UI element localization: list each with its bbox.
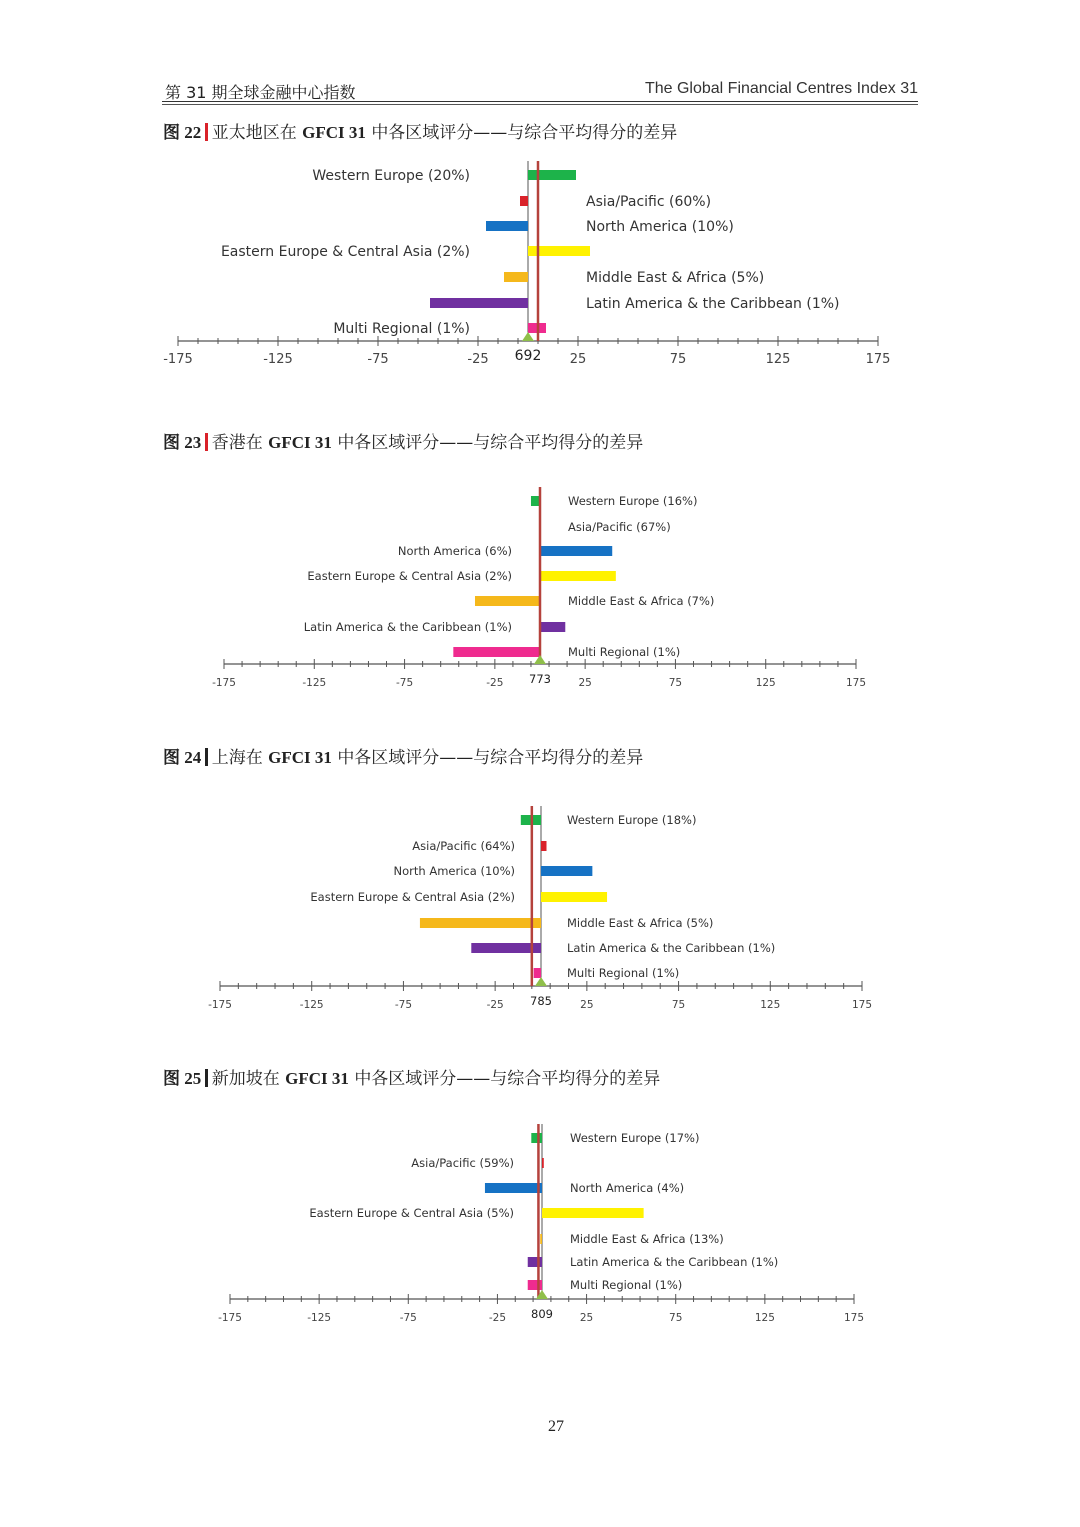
x-tick-label: -125 [263, 352, 293, 367]
category-label: Asia/Pacific (67%) [568, 520, 671, 535]
x-tick-label: -25 [486, 999, 504, 1011]
bar-middle-east-africa [540, 1234, 542, 1244]
zero-marker [535, 977, 547, 986]
chart-figure-24 [0, 798, 1080, 1028]
header-report-title-en: The Global Financial Centres Index 31 [644, 80, 918, 97]
x-tick-label: 175 [865, 352, 891, 367]
category-label: North America (10%) [393, 864, 515, 879]
x-tick-label: 75 [669, 1312, 683, 1324]
category-label: Eastern Europe & Central Asia (2%) [220, 243, 470, 260]
x-tick-label: -25 [488, 1312, 507, 1324]
figure-number: 图 22 [163, 123, 202, 142]
x-tick-label: -175 [163, 352, 193, 367]
category-label: North America (4%) [570, 1181, 685, 1196]
page-number: 27 [548, 1418, 564, 1435]
category-label: Eastern Europe & Central Asia (2%) [310, 890, 515, 905]
figure-suffix: 中各区域评分——与综合平均得分的差异 [354, 1069, 661, 1089]
x-tick-label: 175 [851, 999, 873, 1011]
x-tick-label: -75 [395, 677, 414, 689]
x-tick-label: 25 [579, 1312, 594, 1324]
bar-eastern-europe-central-asia [541, 892, 607, 902]
bar-latin-america-the-caribbean [528, 1257, 542, 1267]
figure-index-name: GFCI 31 [302, 123, 366, 142]
x-tick-label: 25 [569, 352, 587, 367]
category-label: Multi Regional (1%) [333, 320, 470, 337]
figure-title-23 [163, 428, 643, 453]
figure-number: 图 23 [163, 433, 202, 452]
category-label: Asia/Pacific (59%) [411, 1156, 514, 1171]
figure-city: 亚太地区在 [211, 123, 297, 143]
zero-marker [522, 332, 534, 341]
x-tick-label: -75 [394, 999, 413, 1011]
bar-multi-regional [534, 968, 541, 978]
bar-latin-america-the-caribbean [471, 943, 541, 953]
figure-city: 香港在 [211, 433, 263, 453]
category-label: Middle East & Africa (13%) [570, 1232, 724, 1247]
figure-index-name: GFCI 31 [268, 748, 332, 767]
figure-index-name: GFCI 31 [285, 1069, 349, 1088]
chart-figure-23 [0, 478, 1080, 708]
x-tick-label: -175 [212, 677, 236, 689]
category-label: Latin America & the Caribbean (1%) [303, 620, 512, 635]
figure-number: 图 24 [163, 748, 202, 767]
category-label: Western Europe (18%) [567, 813, 697, 828]
figure-index-name: GFCI 31 [268, 433, 332, 452]
x-tick-label: -75 [399, 1312, 417, 1324]
x-tick-label: 75 [671, 999, 686, 1011]
title-divider [205, 1069, 208, 1087]
bar-western-europe [531, 496, 540, 506]
bar-eastern-europe-central-asia [540, 571, 616, 581]
x-tick-label: 25 [580, 999, 594, 1011]
bar-multi-regional [453, 647, 540, 657]
figure-title-24 [163, 743, 643, 768]
figure-city: 上海在 [211, 748, 263, 768]
x-tick-label: 125 [765, 352, 791, 367]
x-tick-label: -125 [302, 677, 327, 689]
bar-asia-pacific [541, 841, 547, 851]
x-tick-label: -25 [467, 352, 489, 367]
category-label: Asia/Pacific (60%) [586, 193, 712, 210]
bar-middle-east-africa [420, 918, 541, 928]
category-label: Latin America & the Caribbean (1%) [586, 295, 840, 312]
average-score-label: 773 [529, 672, 551, 686]
x-tick-label: 75 [668, 677, 683, 689]
bar-middle-east-africa [504, 272, 528, 282]
bar-western-europe [531, 1133, 542, 1143]
x-tick-label: -125 [299, 999, 324, 1011]
category-label: Middle East & Africa (5%) [567, 916, 714, 931]
bar-asia-pacific [542, 1158, 544, 1168]
category-label: Western Europe (17%) [570, 1131, 700, 1146]
x-tick-label: 25 [578, 677, 592, 689]
category-label: Middle East & Africa (7%) [568, 594, 715, 609]
chart-figure-25 [0, 1118, 1080, 1348]
figure-city: 新加坡在 [211, 1069, 280, 1089]
chart-figure-22 [0, 150, 1080, 390]
x-tick-label: 125 [754, 1312, 775, 1324]
header-rule [162, 101, 918, 102]
bar-western-europe [528, 170, 576, 180]
title-divider [205, 433, 208, 451]
x-tick-label: -25 [486, 677, 504, 689]
category-label: Multi Regional (1%) [568, 645, 681, 660]
category-label: Western Europe (20%) [312, 167, 470, 184]
x-tick-label: 125 [755, 677, 776, 689]
bar-north-america [540, 546, 612, 556]
title-divider [205, 123, 208, 141]
title-divider [205, 748, 208, 766]
average-score-label: 692 [514, 348, 542, 364]
category-label: Middle East & Africa (5%) [586, 269, 765, 286]
average-score-label: 809 [531, 1307, 553, 1321]
bar-multi-regional [528, 1280, 542, 1290]
category-label: North America (6%) [397, 544, 512, 559]
category-label: Eastern Europe & Central Asia (2%) [307, 569, 512, 584]
figure-suffix: 中各区域评分——与综合平均得分的差异 [337, 748, 644, 768]
category-label: North America (10%) [586, 218, 734, 235]
category-label: Latin America & the Caribbean (1%) [570, 1255, 779, 1270]
figure-number: 图 25 [163, 1069, 202, 1088]
x-tick-label: 175 [845, 677, 867, 689]
x-tick-label: -175 [208, 999, 232, 1011]
bar-north-america [486, 221, 528, 231]
category-label: Latin America & the Caribbean (1%) [567, 941, 776, 956]
bar-north-america [485, 1183, 542, 1193]
bar-latin-america-the-caribbean [430, 298, 528, 308]
figure-title-25 [163, 1064, 660, 1089]
x-tick-label: -75 [367, 352, 389, 367]
figure-title-22 [163, 118, 677, 143]
category-label: Asia/Pacific (64%) [412, 839, 515, 854]
x-tick-label: -125 [307, 1312, 332, 1324]
figure-suffix: 中各区域评分——与综合平均得分的差异 [371, 123, 678, 143]
x-tick-label: 175 [843, 1312, 865, 1324]
x-tick-label: 75 [669, 352, 687, 367]
x-tick-label: 125 [760, 999, 781, 1011]
bar-middle-east-africa [475, 596, 540, 606]
category-label: Eastern Europe & Central Asia (5%) [309, 1206, 514, 1221]
category-label: Multi Regional (1%) [570, 1278, 683, 1293]
category-label: Multi Regional (1%) [567, 966, 680, 981]
average-score-label: 785 [530, 994, 552, 1008]
x-tick-label: -175 [218, 1312, 242, 1324]
figure-suffix: 中各区域评分——与综合平均得分的差异 [337, 433, 644, 453]
header-report-title-cn: 第 31 期全球金融中心指数 [165, 83, 356, 102]
category-label: Western Europe (16%) [568, 494, 698, 509]
bar-latin-america-the-caribbean [540, 622, 565, 632]
header-rule-thin [162, 104, 918, 105]
bar-north-america [541, 866, 592, 876]
bar-eastern-europe-central-asia [542, 1208, 644, 1218]
bar-asia-pacific [520, 196, 528, 206]
